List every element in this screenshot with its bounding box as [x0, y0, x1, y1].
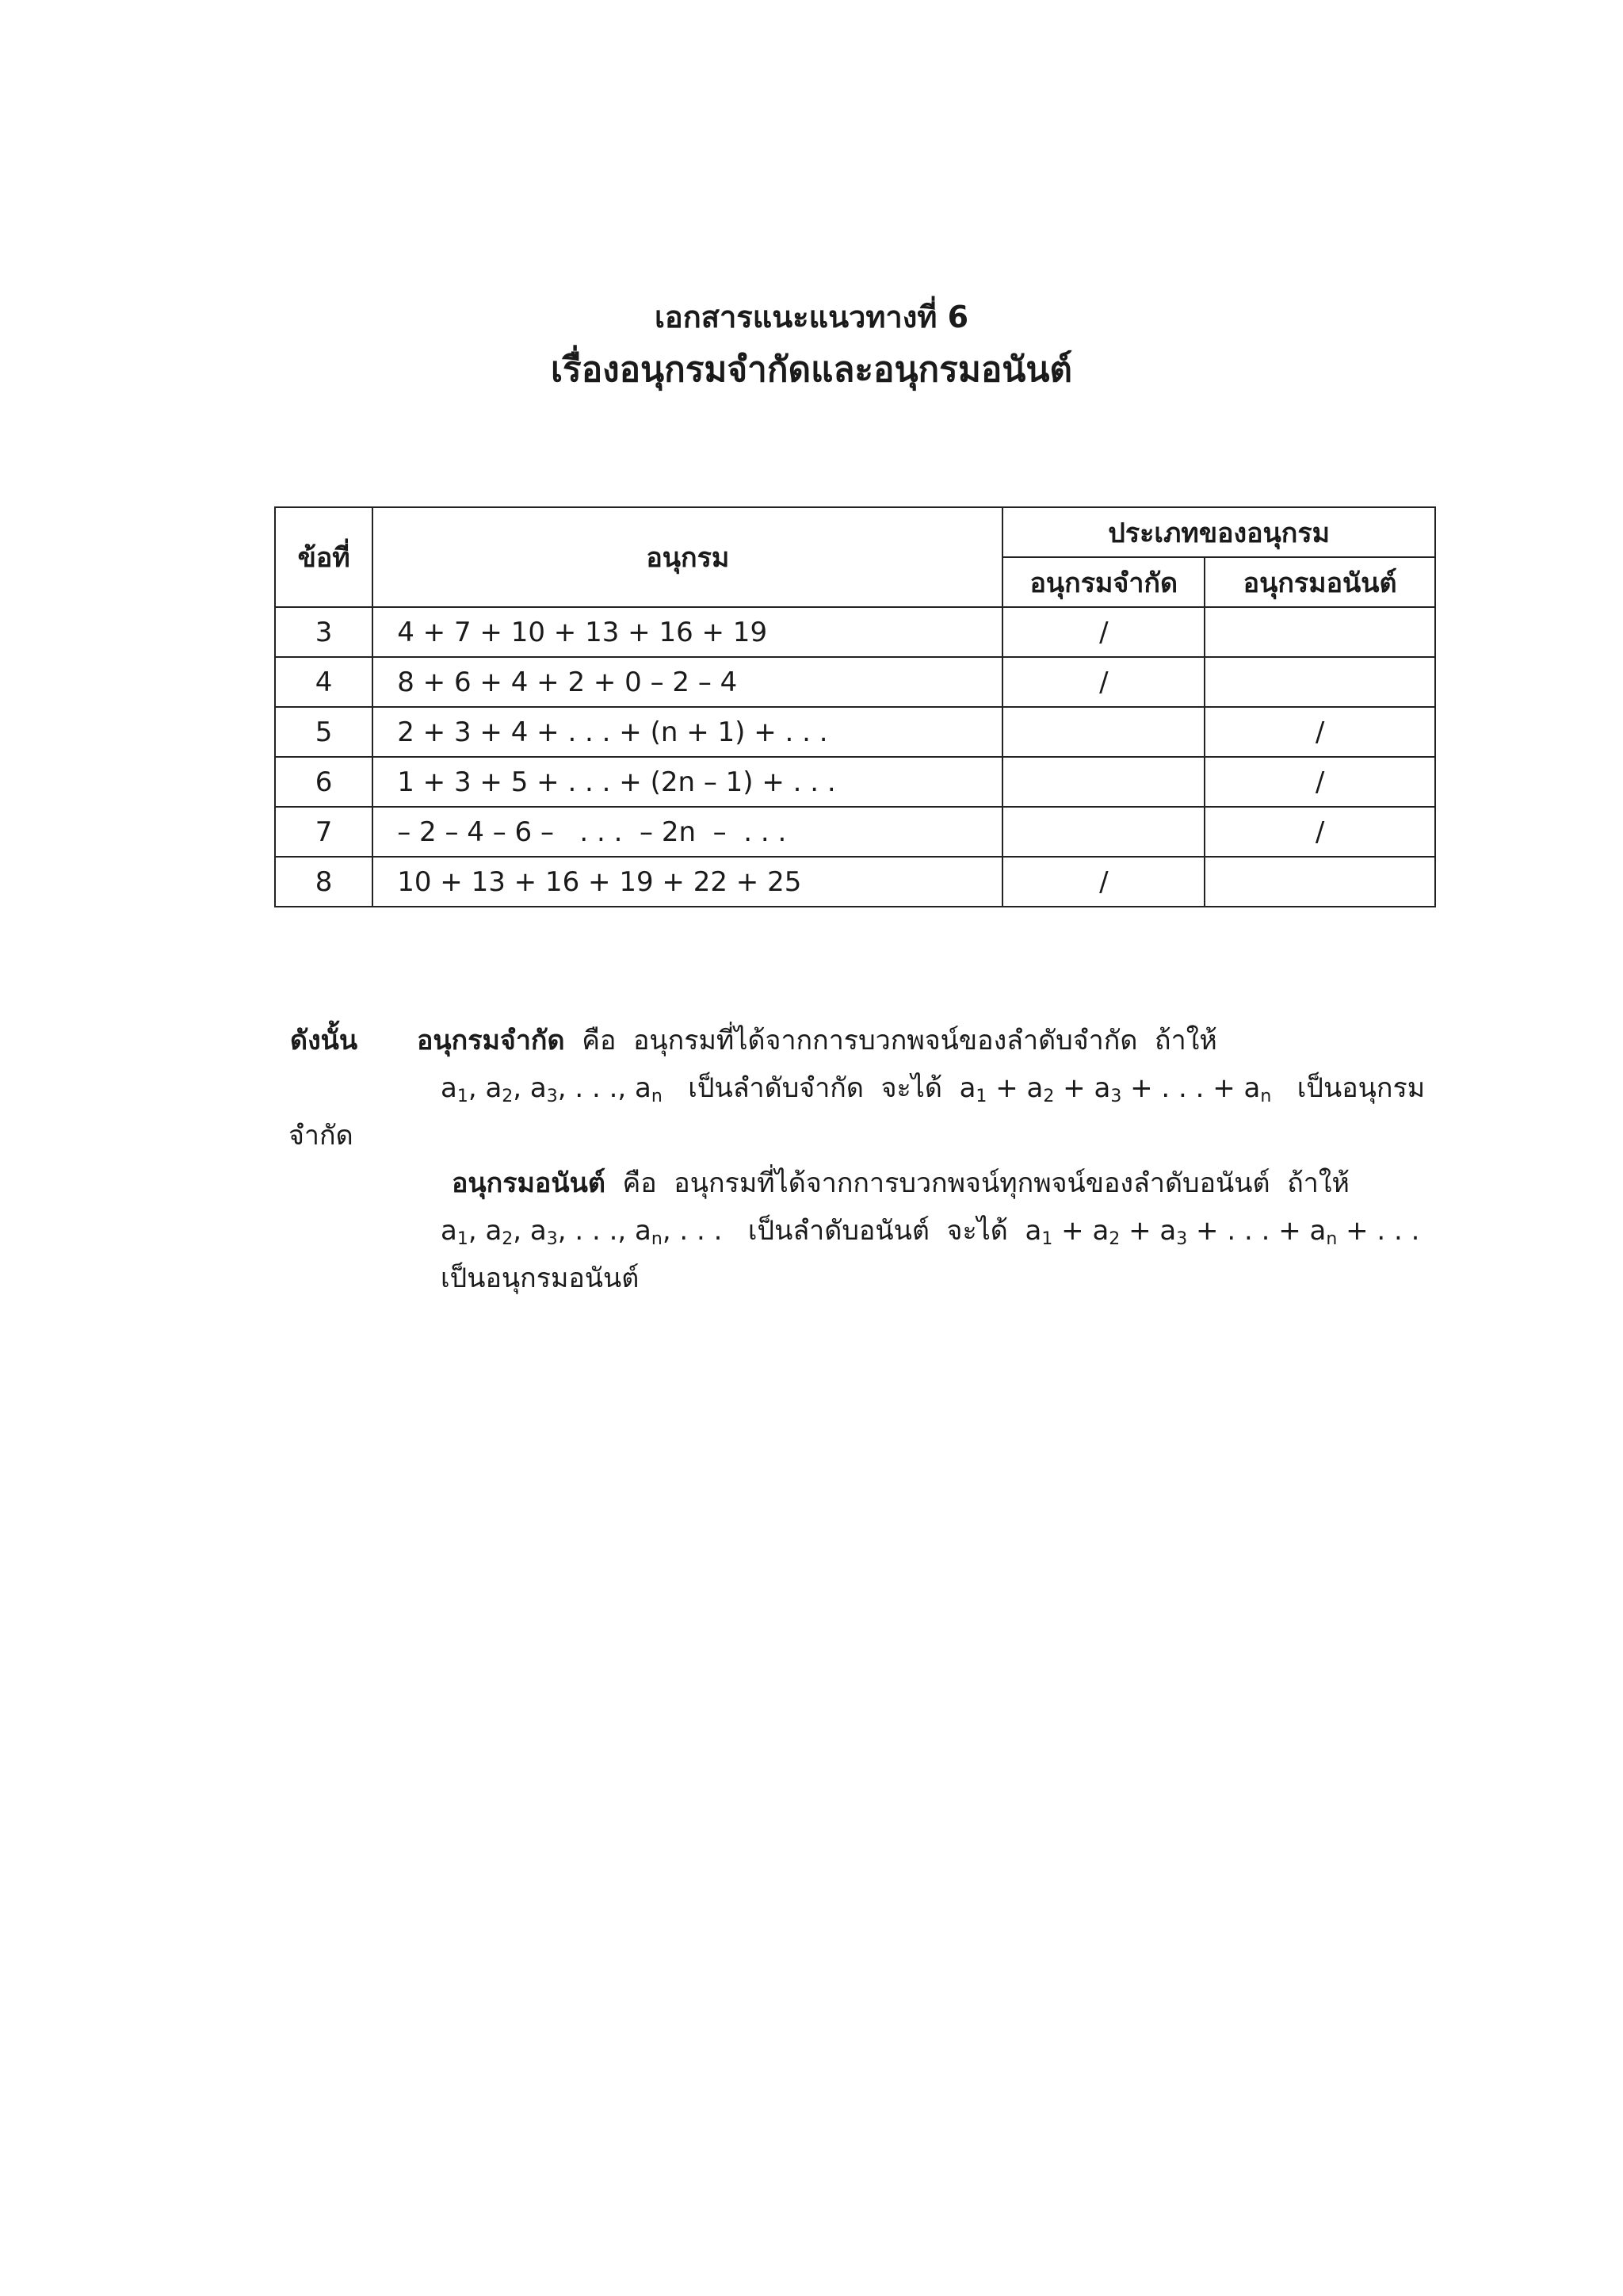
finite-mark: [1002, 757, 1205, 807]
finite-mark: /: [1002, 607, 1205, 657]
series-expression: 2 + 3 + 4 + . . . + (n + 1) + . . .: [372, 707, 1002, 757]
finite-wrap-line: [290, 1112, 1415, 1159]
row-number: 8: [275, 857, 372, 907]
infinite-term: อนุกรมอนันต์: [452, 1167, 605, 1199]
table-row: [275, 607, 1435, 657]
series-table: [274, 506, 1436, 907]
table-row: [275, 807, 1435, 857]
row-number: 7: [275, 807, 372, 857]
conclusion-section: [288, 1017, 1426, 1302]
conclusion-lead: ดังนั้น: [290, 1025, 358, 1056]
document-title: [0, 292, 1623, 398]
infinite-end: เป็นอนุกรมอนันต์: [441, 1263, 640, 1294]
row-number: 4: [275, 657, 372, 707]
title-line-2: เรื่องอนุกรมจำกัดและอนุกรมอนันต์: [551, 350, 1072, 390]
finite-sequence-line: [290, 1064, 1426, 1112]
table-body: [275, 607, 1435, 907]
finite-wrap: จำกัด: [288, 1120, 353, 1152]
row-number: 6: [275, 757, 372, 807]
series-expression: 10 + 13 + 16 + 19 + 22 + 25: [372, 857, 1002, 907]
row-number: 5: [275, 707, 372, 757]
infinite-mark: /: [1205, 707, 1435, 757]
infinite-end-line: [290, 1255, 1415, 1302]
series-expression: 4 + 7 + 10 + 13 + 16 + 19: [372, 607, 1002, 657]
table-row: [275, 857, 1435, 907]
finite-end: เป็นอนุกรม: [1296, 1072, 1426, 1104]
finite-sequence-expression: $a_1$, $a_2$, $a_3$, . . ., $a_n$ เป็นลำดับจำกัด จะได้ $a_1 + a_2 + a_3$ + . . . + $a_n$ เป็นอนุกรม: [441, 1072, 1426, 1106]
finite-sequence-tail: เป็นลำดับจำกัด จะได้: [688, 1072, 942, 1104]
header-finite: อนุกรมจำกัด: [1002, 557, 1205, 607]
table-row: [275, 657, 1435, 707]
finite-definition-line: [290, 1017, 1415, 1064]
finite-mark: [1002, 807, 1205, 857]
finite-definition: คือ อนุกรมที่ได้จากการบวกพจน์ของลำดับจำกัด ถ้าให้: [582, 1025, 1217, 1056]
infinite-mark: /: [1205, 757, 1435, 807]
series-expression: 1 + 3 + 5 + . . . + (2n – 1) + . . .: [372, 757, 1002, 807]
infinite-sequence-expression: $a_1$, $a_2$, $a_3$, . . ., $a_n$, . . . เป็นลำดับอนันต์ จะได้ $a_1 + a_2 + a_3$ + . . . + $a_n$ + . . .: [441, 1215, 1420, 1249]
finite-mark: /: [1002, 857, 1205, 907]
series-expression: – 2 – 4 – 6 – . . . – 2n – . . .: [372, 807, 1002, 857]
infinite-sequence-tail: เป็นลำดับอนันต์ จะได้: [747, 1215, 1008, 1247]
row-number: 3: [275, 607, 372, 657]
table-row: [275, 757, 1435, 807]
infinite-mark: [1205, 607, 1435, 657]
finite-mark: /: [1002, 657, 1205, 707]
series-expression: 8 + 6 + 4 + 2 + 0 – 2 – 4: [372, 657, 1002, 707]
infinite-definition-line: [290, 1159, 1415, 1207]
header-series: อนุกรม: [372, 507, 1002, 607]
finite-term: อนุกรมจำกัด: [417, 1025, 565, 1056]
header-infinite: อนุกรมอนันต์: [1205, 557, 1435, 607]
header-type-group: ประเภทของอนุกรม: [1002, 507, 1435, 557]
infinite-mark: [1205, 857, 1435, 907]
infinite-sequence-line: [290, 1207, 1420, 1255]
infinite-mark: /: [1205, 807, 1435, 857]
finite-mark: [1002, 707, 1205, 757]
table-row: [275, 707, 1435, 757]
title-line-1: เอกสารแนะแนวทางที่ 6: [654, 300, 969, 334]
infinite-mark: [1205, 657, 1435, 707]
infinite-definition: คือ อนุกรมที่ได้จากการบวกพจน์ทุกพจน์ของลำดับอนันต์ ถ้าให้: [622, 1167, 1350, 1199]
header-no: ข้อที่: [275, 507, 372, 607]
